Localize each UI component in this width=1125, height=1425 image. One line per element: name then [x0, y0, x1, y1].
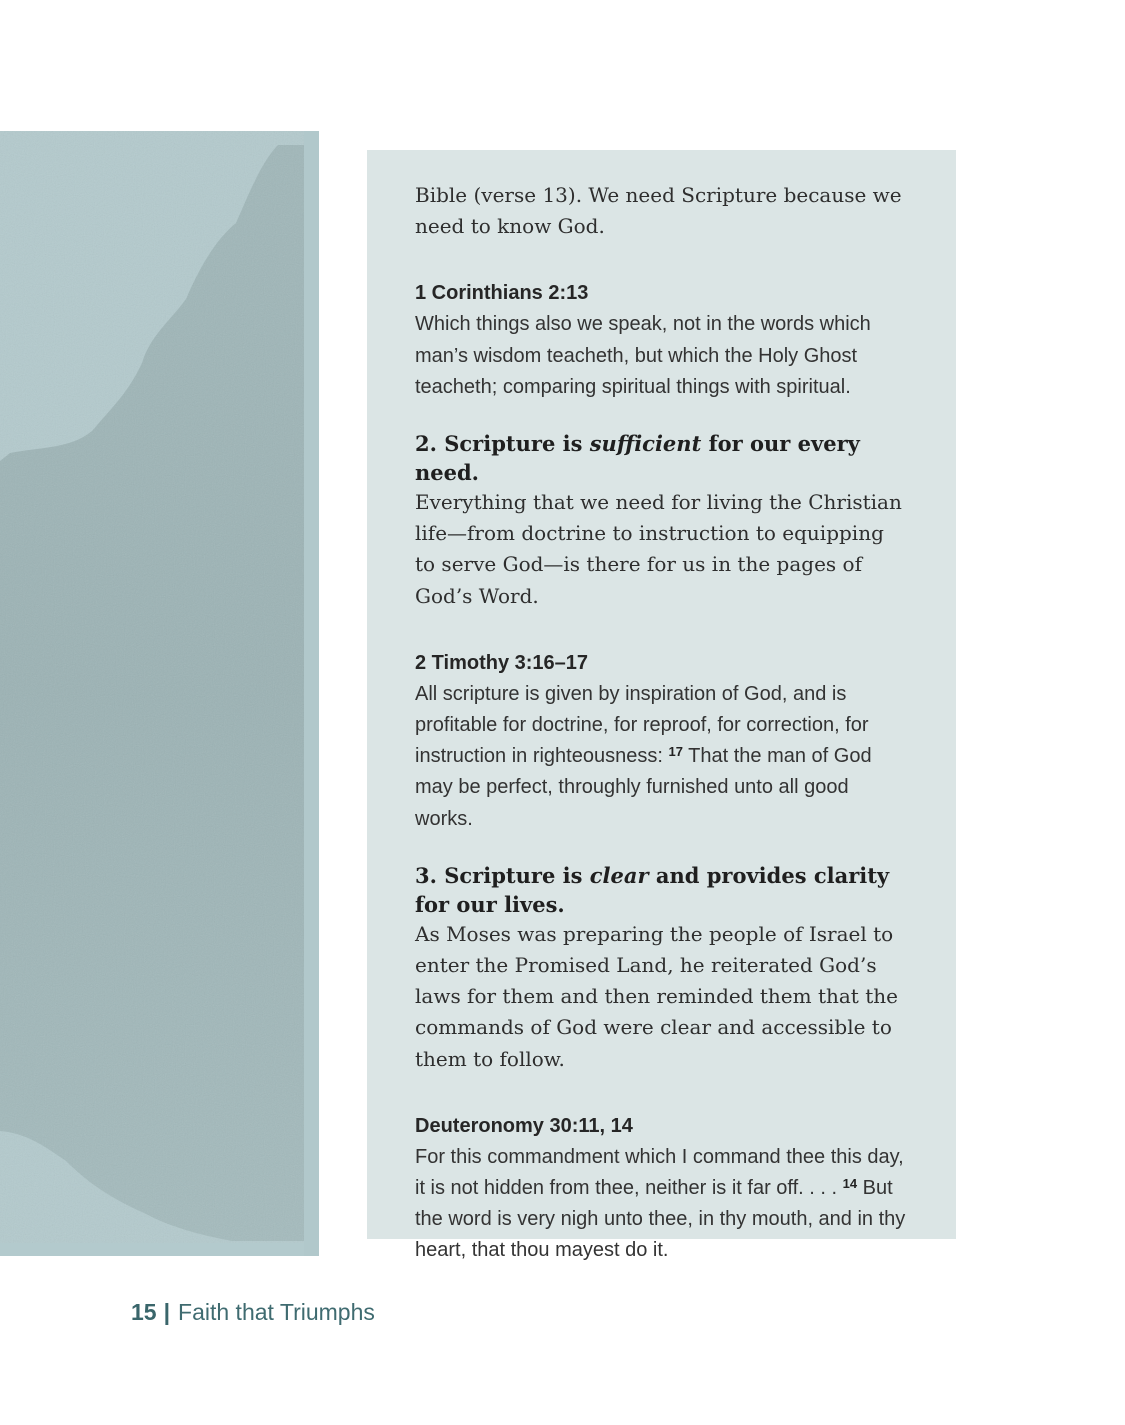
verse-text-2tim: All scripture is given by inspiration of God, and is profitable for doctrine, for reproof, for correction, for instruction in righteousness: $^{17}$ That the man of God may be perfect, throughly furnished unto all good works.: [415, 682, 872, 830]
verse-text-1cor: Which things also we speak, not in the words which man’s wisdom teacheth, but which the Holy Ghost teacheth; comparing spiritual things with spiritual.: [415, 313, 871, 398]
point-2-heading: 2. Scripture is sufficient for our every need.: [415, 431, 860, 486]
verse-reference-2tim: 2 Timothy 3:16–17: [415, 651, 589, 674]
point-3-heading: 3. Scripture is clear and provides clarity for our lives.: [415, 862, 890, 917]
intro-paragraph: Bible (verse 13). We need Scripture because we need to know God.: [415, 183, 902, 239]
book-title: Faith that Triumphs: [178, 1299, 375, 1325]
page-footer: [131, 1297, 375, 1327]
verse-reference-1cor: 1 Corinthians 2:13: [415, 282, 589, 305]
point-3-body: As Moses was preparing the people of Israel to enter the Promised Land, he reiterated God’s laws for them and then reminded them that the commands of God were clear and accessible to them to follow.: [415, 921, 898, 1071]
watercolor-texture: [0, 131, 319, 1256]
scripture-sidebar: [367, 150, 956, 1262]
page-number: 15: [131, 1299, 157, 1325]
point-2-body: Everything that we need for living the Christian life—from doctrine to instruction to equipping to serve God—is there for us in the pages of God’s Word.: [415, 490, 902, 608]
verse-number: 17: [668, 744, 683, 760]
watercolor-art-panel: [0, 131, 319, 1256]
verse-reference-deut: Deuteronomy 30:11, 14: [415, 1114, 633, 1137]
verse-text-deut: For this commandment which I command thee this day, it is not hidden from thee, neither is it far off. . . . $^{14}$ But the word is very nigh unto thee, in thy mouth, and in thy heart, that thou mayest do it.: [415, 1145, 906, 1262]
verse-number: 14: [842, 1176, 858, 1192]
footer-separator: |: [163, 1299, 171, 1325]
